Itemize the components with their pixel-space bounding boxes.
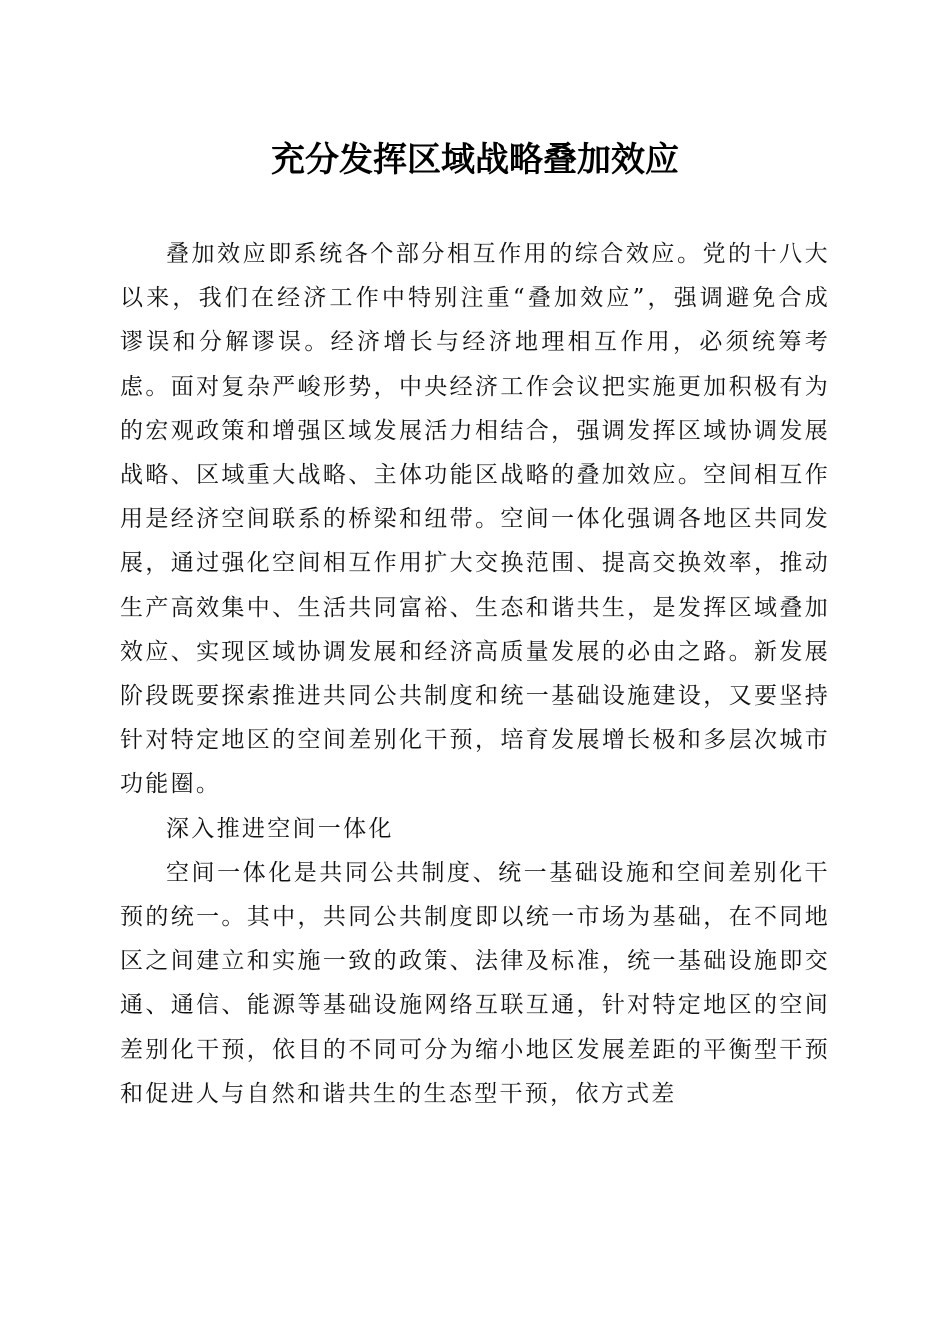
paragraph-2: 空间一体化是共同公共制度、统一基础设施和空间差别化干预的统一。其中，共同公共制度即以统一市场为基础，在不同地区之间建立和实施一致的政策、法律及标准，统一基础设施即交通、通信、能源等基础设施网络互联互通，针对特定地区的空间差别化干预，依目的不同可分为缩小地区发展差距的平衡型干预和促进人与自然和谐共生的生态型干预，依方式差 <box>120 859 830 1107</box>
document-body <box>120 232 830 1116</box>
paragraph-1: 叠加效应即系统各个部分相互作用的综合效应。党的十八大以来，我们在经济工作中特别注重“叠加效应”，强调避免合成谬误和分解谬误。经济增长与经济地理相互作用，必须统筹考虑。面对复杂严峻形势，中央经济工作会议把实施更加积极有为的宏观政策和增强区域发展活力相结合，强调发挥区域协调发展战略、区域重大战略、主体功能区战略的叠加效应。空间相互作用是经济空间联系的桥梁和纽带。空间一体化强调各地区共同发展，通过强化空间相互作用扩大交换范围、提高交换效率，推动生产高效集中、生活共同富裕、生态和谐共生，是发挥区域叠加效应、实现区域协调发展和经济高质量发展的必由之路。新发展阶段既要探索推进共同公共制度和统一基础设施建设，又要坚持针对特定地区的空间差别化干预，培育发展增长极和多层次城市功能圈。 <box>120 241 830 798</box>
section-subheading: 深入推进空间一体化 <box>166 815 394 842</box>
document-title: 充分发挥区域战略叠加效应 <box>271 140 679 180</box>
